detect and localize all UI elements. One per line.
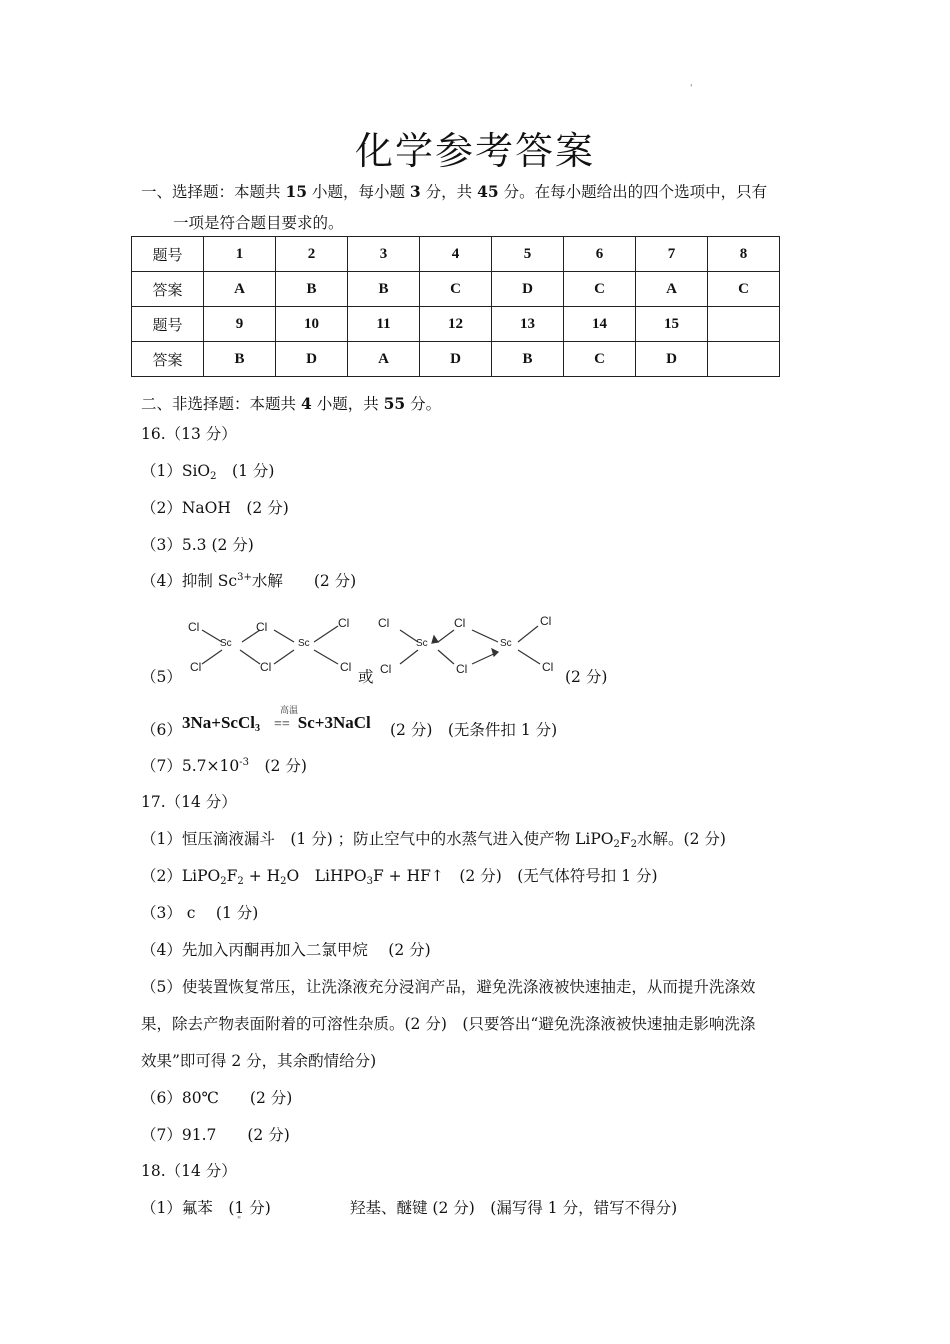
q16-answer-1: （1）SiO$_2$ (1 分): [141, 462, 275, 482]
atom-cl: Cl: [540, 614, 552, 628]
atom-cl: Cl: [188, 620, 200, 634]
reaction-condition: 高温: [280, 706, 299, 716]
q16-answer-3: （3）5.3 (2 分): [141, 536, 254, 554]
table-cell: D: [420, 342, 492, 377]
table-row: [132, 237, 780, 272]
section2-heading: 二、非选择题：本题共 4 小题，共 55 分。: [141, 394, 442, 413]
section1-line1: 一、选择题：本题共 15 小题，每小题 3 分，共 45 分。在每小题给出的四个选项中，只有: [141, 182, 768, 201]
atom-cl: Cl: [190, 660, 202, 674]
q18-heading: 18.（14 分）: [141, 1162, 237, 1180]
atom-cl: Cl: [340, 660, 352, 674]
table-cell: 4: [420, 237, 492, 272]
q17-answer-1: （1）恒压滴液漏斗 (1 分) ；防止空气中的水蒸气进入使产物 $LiPO_2F_2$水解。(2 分): [141, 830, 726, 850]
table-cell: A: [636, 272, 708, 307]
table-cell: B: [492, 342, 564, 377]
section1-line2: 一项是符合题目要求的。: [173, 214, 344, 232]
table-cell: C: [564, 272, 636, 307]
q17-answer-3: （3） c (1 分): [141, 904, 259, 922]
atom-sc: Sc: [500, 638, 512, 649]
corner-mark: ': [690, 84, 693, 94]
structure-atom-labels: [180, 612, 590, 682]
atom-cl: Cl: [380, 662, 392, 676]
table-cell: 6: [564, 237, 636, 272]
table-cell: B: [276, 272, 348, 307]
atom-sc: Sc: [298, 638, 310, 649]
atom-cl: Cl: [378, 616, 390, 630]
table-cell: A: [348, 342, 420, 377]
table-cell: 9: [204, 307, 276, 342]
table-cell: [708, 307, 780, 342]
q16-heading: 16.（13 分）: [141, 425, 237, 443]
table-row: [132, 307, 780, 342]
q16-equation: 3Na+ScCl$_3$ == Sc+3NaCl: [182, 713, 371, 734]
q16-answer-6-score: (2 分) (无条件扣 1 分): [390, 721, 558, 739]
q18-answer-1-left: （1）氟苯 (1 分): [141, 1199, 271, 1217]
q17-answer-5-line1: （5）使装置恢复常压，让洗涤液充分浸润产品，避免洗涤液被快速抽走，从而提升洗涤效: [141, 978, 756, 996]
atom-cl: Cl: [542, 660, 554, 674]
table-cell: C: [420, 272, 492, 307]
atom-sc: Sc: [220, 638, 232, 649]
bottom-mark: ": [237, 1216, 242, 1226]
table-cell: C: [708, 272, 780, 307]
table-row: [132, 342, 780, 377]
table-cell: D: [636, 342, 708, 377]
table-cell: B: [204, 342, 276, 377]
atom-cl: Cl: [454, 616, 466, 630]
table-cell: 2: [276, 237, 348, 272]
atom-sc: Sc: [416, 638, 428, 649]
table-cell: D: [276, 342, 348, 377]
q16-answer-4: （4）抑制 $Sc^{3+}$水解 (2 分): [141, 572, 357, 590]
q17-heading: 17.（14 分）: [141, 793, 237, 811]
table-cell: 1: [204, 237, 276, 272]
atom-cl: Cl: [256, 620, 268, 634]
table-cell: 3: [348, 237, 420, 272]
q17-answer-2: $(2)LiPO_2F_2 + H_2O$ LiHPO$_3$F + HF↑ (2 分) (无气体符号扣 1 分): [141, 867, 658, 887]
table-cell: 14: [564, 307, 636, 342]
q16-answer-2: （2）NaOH (2 分): [141, 499, 289, 517]
atom-cl: Cl: [338, 616, 350, 630]
table-cell: 13: [492, 307, 564, 342]
row-label: 题号: [132, 307, 204, 342]
answer-table: [131, 236, 780, 377]
table-cell: 10: [276, 307, 348, 342]
table-row: [132, 272, 780, 307]
q16-answer-7: $(7)5.7\times 10^{-3}$ (2 分): [141, 757, 307, 775]
q18-answer-1-right: 羟基、醚键 (2 分) (漏写得 1 分，错写不得分): [350, 1199, 678, 1217]
table-cell: B: [348, 272, 420, 307]
q17-answer-6: （6）80℃ (2 分): [141, 1089, 293, 1107]
table-cell: D: [492, 272, 564, 307]
row-label: 答案: [132, 342, 204, 377]
page-title: 化学参考答案: [354, 129, 595, 173]
q16-answer-5-score: (2 分): [565, 668, 608, 686]
q16-answer-5-label: （5）: [141, 668, 182, 686]
table-cell: [708, 342, 780, 377]
row-label: 答案: [132, 272, 204, 307]
q17-answer-5-line3: 效果”即可得 2 分，其余酌情给分): [141, 1052, 377, 1070]
row-label: 题号: [132, 237, 204, 272]
q16-answer-5-or: 或: [358, 668, 374, 686]
atom-cl: Cl: [260, 660, 272, 674]
table-cell: 8: [708, 237, 780, 272]
q17-answer-5-line2: 果，除去产物表面附着的可溶性杂质。(2 分) (只要答出“避免洗涤液被快速抽走影响洗涤: [141, 1015, 756, 1033]
table-cell: C: [564, 342, 636, 377]
table-cell: 12: [420, 307, 492, 342]
q17-answer-7: （7）91.7 (2 分): [141, 1126, 290, 1144]
q16-answer-6-label: （6）: [141, 721, 182, 739]
table-cell: A: [204, 272, 276, 307]
table-cell: 11: [348, 307, 420, 342]
table-cell: 15: [636, 307, 708, 342]
q17-answer-4: （4）先加入丙酮再加入二氯甲烷 (2 分): [141, 941, 431, 959]
table-cell: 7: [636, 237, 708, 272]
atom-cl: Cl: [456, 662, 468, 676]
table-cell: 5: [492, 237, 564, 272]
